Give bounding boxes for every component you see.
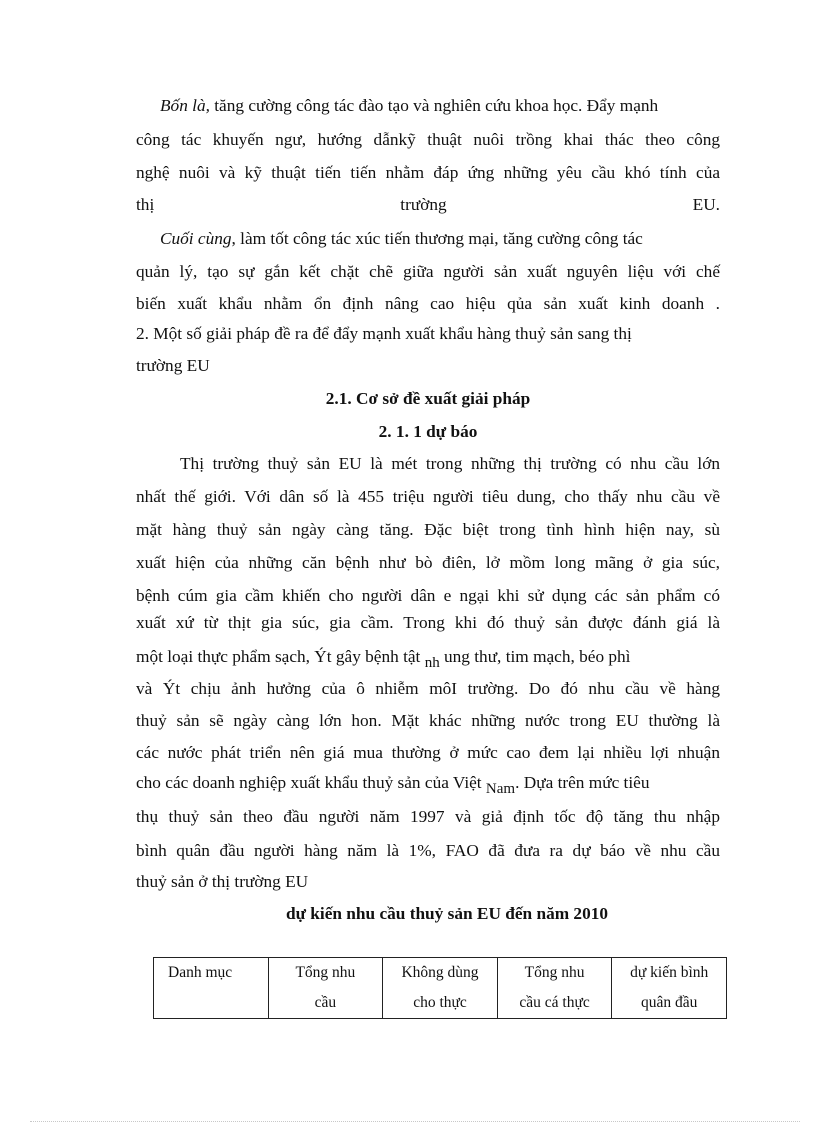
- paragraph-3-line-4: xuất hiện của những căn bệnh như bò điên, lở mồm long mãng ở gia súc,: [136, 553, 720, 572]
- paragraph-3-line-6: xuất xứ từ thịt gia súc, gia cầm. Trong khi đó thuỷ sản được đánh giá là: [136, 613, 720, 632]
- table-header-line-1: Tổng nhu: [524, 964, 585, 981]
- heading-2-1: 2.1. Cơ sở đề xuất giải pháp: [325, 389, 531, 408]
- paragraph-3-line-12: thụ thuỷ sản theo đầu người năm 1997 và giả định tốc độ tăng thu nhập: [136, 807, 720, 826]
- table-header-line-1: Không dùng: [401, 964, 479, 981]
- table-header-line-1: dự kiến bình: [630, 964, 709, 981]
- table-header-cell: [154, 958, 269, 1019]
- paragraph-3-line-10: các nước phát triển nên giá mua thường ở mức cao đem lại nhiều lợi nhuận: [136, 743, 720, 762]
- paragraph-1-line-1: [160, 95, 720, 117]
- table-title: dự kiến nhu cầu thuỷ sản EU đến năm 2010: [285, 904, 608, 923]
- table-header-line-1: Tổng nhu: [295, 964, 356, 981]
- paragraph-3-line-9: thuỷ sản sẽ ngày càng lớn hon. Mặt khác những nước trong EU thường là: [136, 711, 720, 730]
- paragraph-2-line-3: biến xuất khẩu nhằm ổn định nâng cao hiệu qủa sản xuất kinh doanh .: [136, 294, 720, 313]
- paragraph-3-line-7: [136, 646, 720, 669]
- section-2-line-2: trường EU: [136, 356, 210, 375]
- paragraph-3-line-11-b: . Dựa trên mức tiêu: [515, 773, 650, 792]
- paragraph-3-line-1: Thị trường thuỷ sản EU là mét trong những thị trường có nhu cầu lớn: [180, 454, 720, 473]
- paragraph-3-line-8: và Ýt chịu ảnh hưởng của ô nhiễm môI trường. Do đó nhu cầu về hàng: [136, 679, 720, 698]
- paragraph-3-line-13: bình quân đầu người hàng năm là 1%, FAO đã đưa ra dự báo về nhu cầu: [136, 841, 720, 860]
- table-header-cell: [497, 958, 612, 1019]
- paragraph-3-line-11-sub: Nam: [485, 781, 516, 797]
- heading-2-1-1: 2. 1. 1 dự báo: [378, 422, 478, 441]
- table-header-row: [154, 958, 727, 1019]
- paragraph-3-line-7-sub: nh: [424, 655, 440, 671]
- table-header-line-1: Danh mục: [168, 964, 233, 981]
- paragraph-3-line-14: thuỷ sản ở thị trường EU: [136, 872, 309, 891]
- table-header-cell: [383, 958, 498, 1019]
- paragraph-3-line-11-a: cho các doanh nghiệp xuất khẩu thuỷ sản của Việt: [136, 773, 486, 792]
- paragraph-1-line-4: thị trường EU.: [136, 195, 720, 214]
- demand-forecast-table: [153, 957, 727, 1019]
- paragraph-2-lead: Cuối cùng: [160, 229, 232, 248]
- table-header-line-2: quân đầu: [640, 994, 698, 1011]
- table-header-line-2: cầu: [314, 994, 337, 1011]
- table-header-line-2: cho thực: [413, 994, 467, 1011]
- page-bottom-divider: [30, 1121, 800, 1122]
- paragraph-1-line-2: công tác khuyến ngư, hướng dẫnkỹ thuật nuôi trồng khai thác theo công: [136, 130, 720, 149]
- table-header-cell: [268, 958, 383, 1019]
- paragraph-3-line-7-a: một loại thực phẩm sạch, Ýt gây bệnh tật: [136, 647, 425, 666]
- paragraph-1-line-1-text: tăng cường công tác đào tạo và nghiên cứu khoa học. Đẩy mạnh: [209, 96, 659, 115]
- paragraph-2-line-1: [160, 228, 720, 250]
- paragraph-3-line-11: [136, 772, 720, 795]
- paragraph-3-line-3: mặt hàng thuỷ sản ngày càng tăng. Đặc biệt trong tình hình hiện nay, sù: [136, 520, 720, 539]
- paragraph-3-line-7-b: ung thư, tim mạch, béo phì: [439, 647, 631, 666]
- paragraph-1-line-3: nghệ nuôi và kỹ thuật tiến tiến nhằm đáp ứng những yêu cầu khó tính của: [136, 163, 720, 182]
- paragraph-1-lead: Bốn là,: [160, 96, 210, 115]
- paragraph-3-line-2: nhất thế giới. Với dân số là 455 triệu người tiêu dung, cho thấy nhu cầu về: [136, 487, 720, 506]
- table-header-cell: [612, 958, 727, 1019]
- paragraph-2-line-1-text: , làm tốt công tác xúc tiến thương mại, tăng cường công tác: [231, 229, 643, 248]
- paragraph-3-line-5: bệnh cúm gia cầm khiến cho người dân e ngại khi sử dụng các sản phẩm có: [136, 586, 720, 605]
- table-header-line-2: cầu cá thực: [519, 994, 590, 1011]
- section-2-line-1: 2. Một số giải pháp đề ra để đẩy mạnh xuất khẩu hàng thuỷ sản sang thị: [136, 324, 632, 343]
- paragraph-2-line-2: quản lý, tạo sự gắn kết chặt chẽ giữa người sản xuất nguyên liệu với chế: [136, 262, 720, 281]
